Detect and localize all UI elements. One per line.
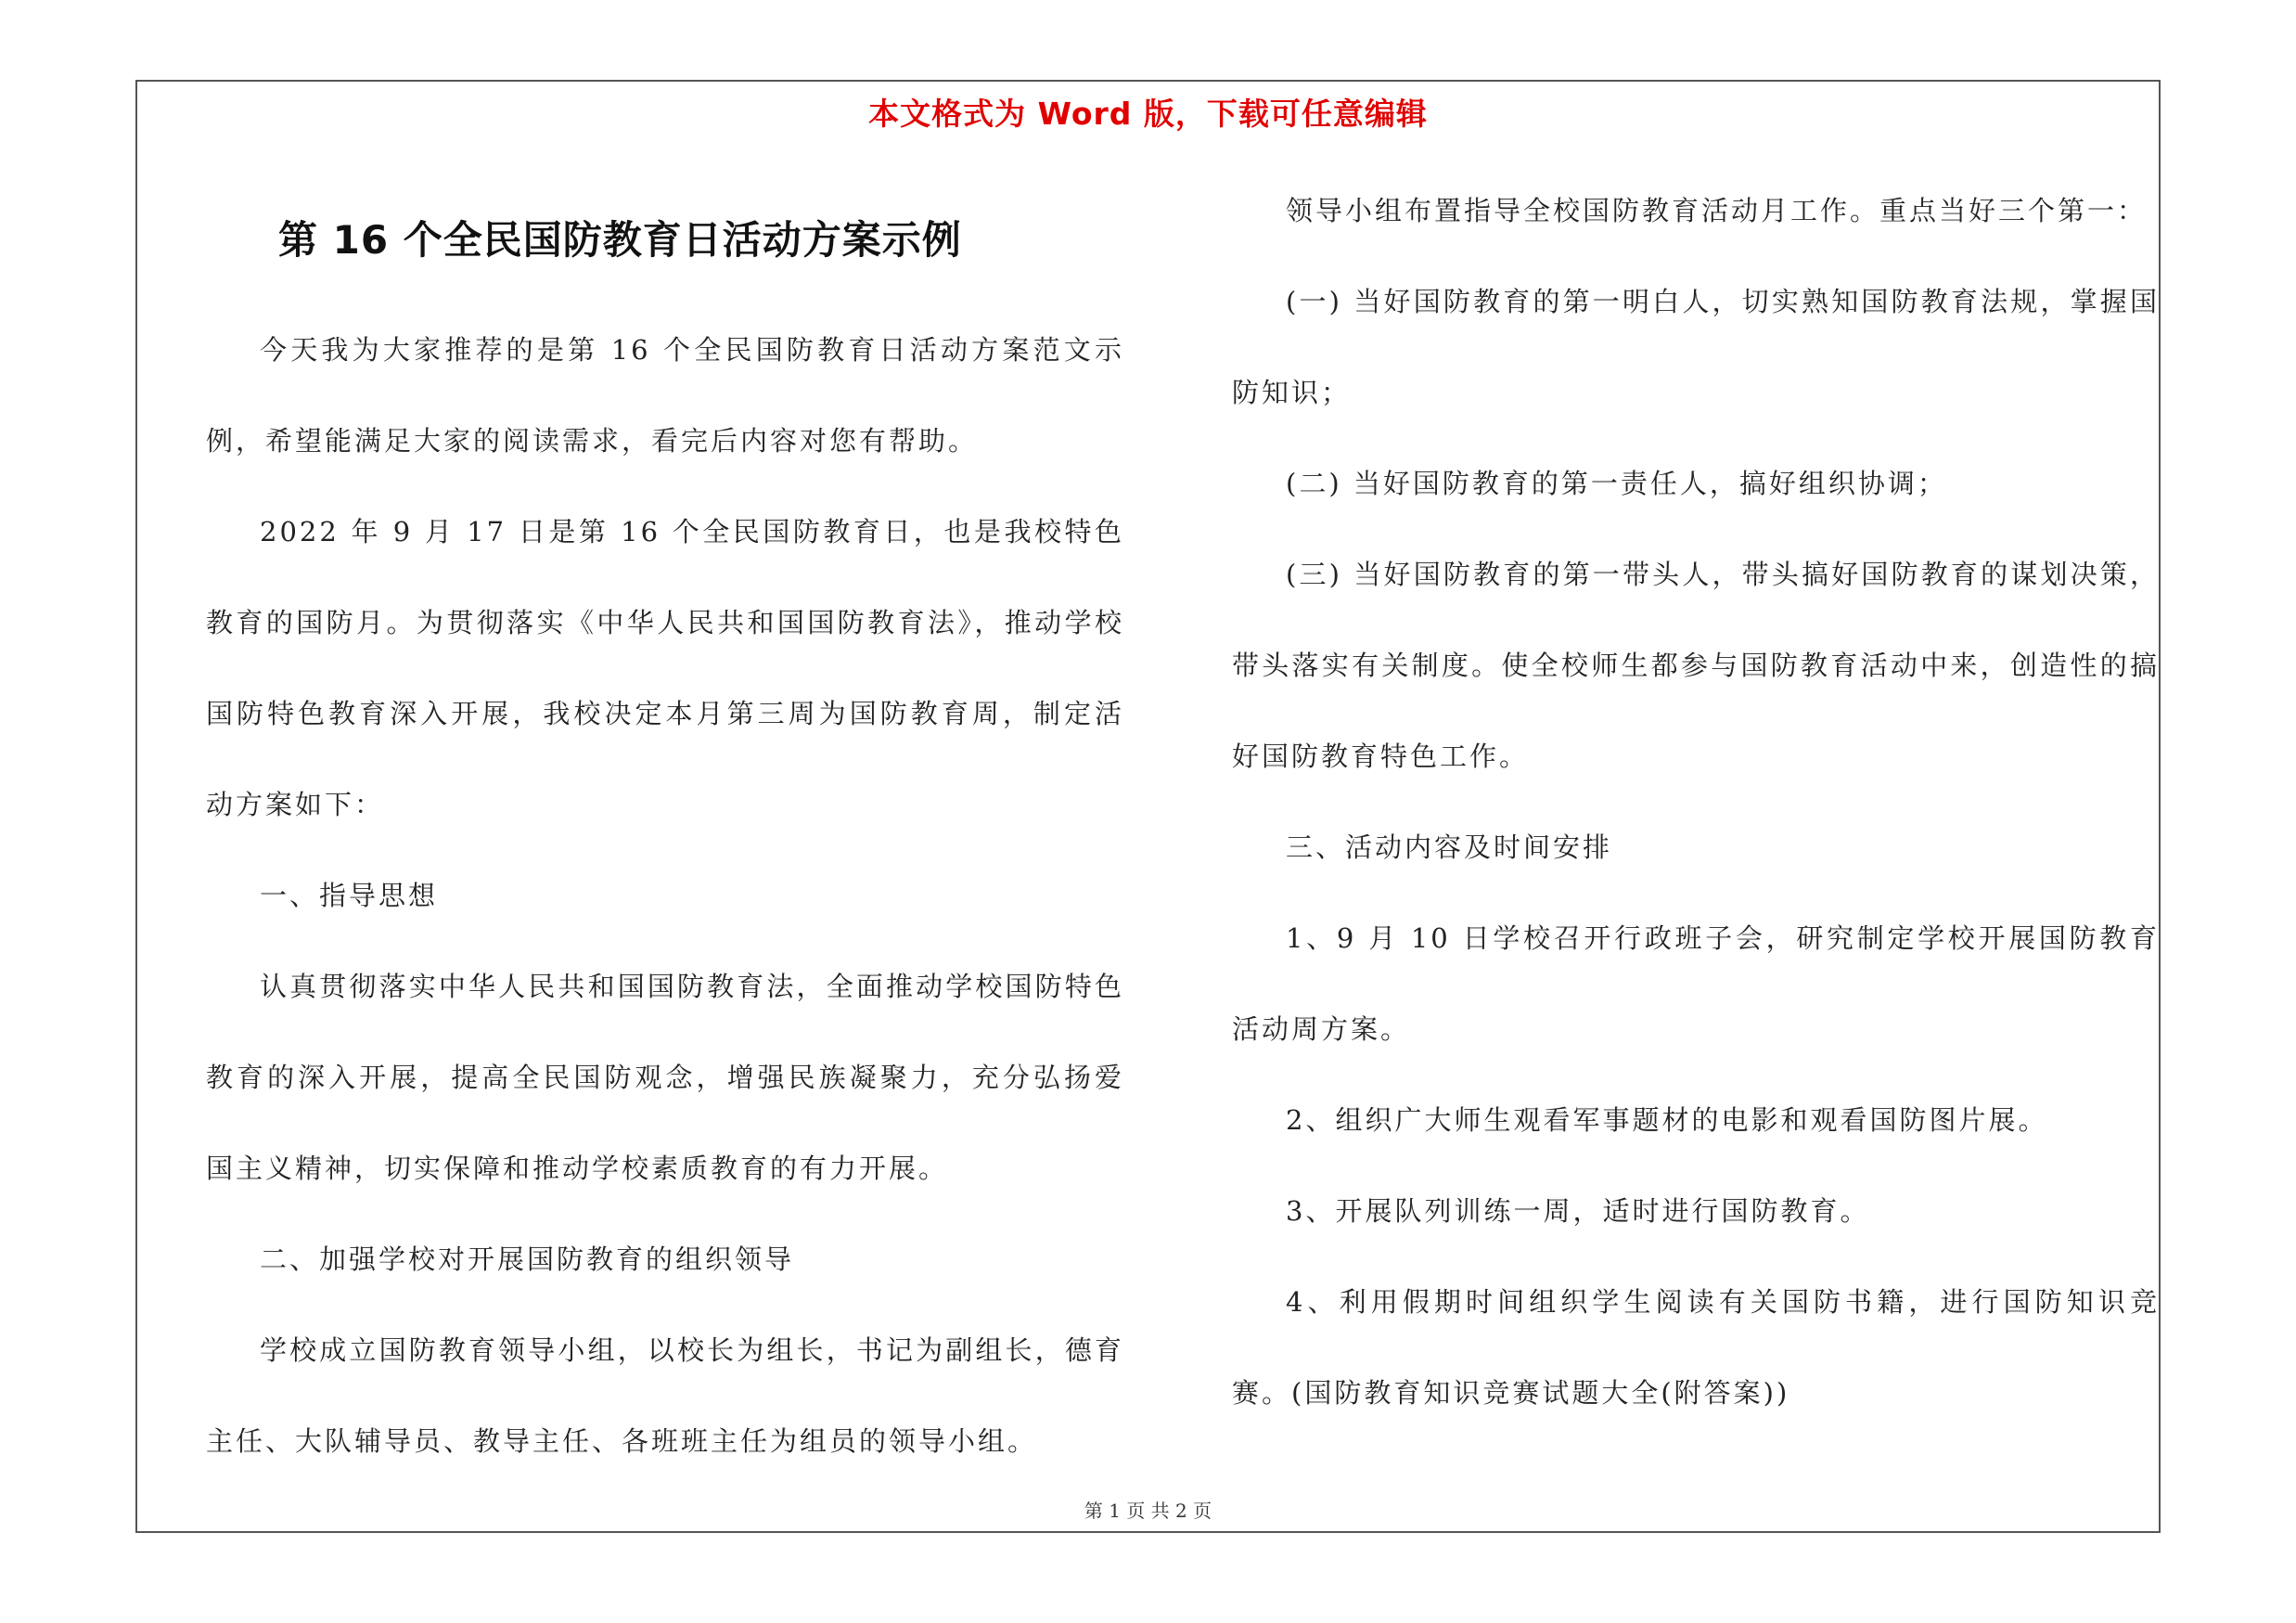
page-number-footer: 第 1 页 共 2 页 xyxy=(1084,1500,1212,1522)
format-notice-banner: 本文格式为 Word 版，下载可任意编辑 xyxy=(868,96,1428,132)
paragraph-background: 2022 年 9 月 17 日是第 16 个全民国防教育日，也是我校特色教育的国防月。为贯彻落实《中华人民共和国国防教育法》，推动学校国防特色教育深入开展，我校决定本月第三周为国防教育周，制定活动方案如下： xyxy=(206,516,1124,820)
right-column xyxy=(1232,165,2160,1438)
activity-item-4: 4、利用假期时间组织学生阅读有关国防书籍，进行国防知识竞赛。(国防教育知识竞赛试题大全(附答案)) xyxy=(1232,1286,2160,1409)
activity-item-2: 2、组织广大师生观看军事题材的电影和观看国防图片展。 xyxy=(1286,1104,2048,1136)
paragraph-three-firsts: 领导小组布置指导全校国防教育活动月工作。重点当好三个第一： xyxy=(1286,195,2148,226)
section-heading-guiding-thought: 一、指导思想 xyxy=(260,880,439,911)
list-item-first-responsible: (二) 当好国防教育的第一责任人，搞好组织协调； xyxy=(1286,468,1947,499)
section-heading-leadership: 二、加强学校对开展国防教育的组织领导 xyxy=(260,1243,795,1275)
paragraph-intro: 今天我为大家推荐的是第 16 个全民国防教育日活动方案范文示例，希望能满足大家的阅读需求，看完后内容对您有帮助。 xyxy=(206,334,1124,457)
document-title: 第 16 个全民国防教育日活动方案示例 xyxy=(278,217,962,263)
activity-item-3: 3、开展队列训练一周，适时进行国防教育。 xyxy=(1286,1195,1870,1227)
paragraph-guiding-thought: 认真贯彻落实中华人民共和国国防教育法，全面推动学校国防特色教育的深入开展，提高全民国防观念，增强民族凝聚力，充分弘扬爱国主义精神，切实保障和推动学校素质教育的有力开展。 xyxy=(206,971,1124,1184)
list-item-first-leader: (三) 当好国防教育的第一带头人，带头搞好国防教育的谋划决策，带头落实有关制度。使全校师生都参与国防教育活动中来，创造性的搞好国防教育特色工作。 xyxy=(1232,559,2160,772)
list-item-first-understander: (一) 当好国防教育的第一明白人，切实熟知国防教育法规，掌握国防知识； xyxy=(1232,286,2160,408)
paragraph-leadership-group: 学校成立国防教育领导小组，以校长为组长，书记为副组长，德育主任、大队辅导员、教导主任、各班班主任为组员的领导小组。 xyxy=(206,1334,1124,1457)
left-column xyxy=(206,304,1124,1487)
section-heading-activities: 三、活动内容及时间安排 xyxy=(1286,831,1613,863)
activity-item-1: 1、9 月 10 日学校召开行政班子会，研究制定学校开展国防教育活动周方案。 xyxy=(1232,922,2160,1045)
